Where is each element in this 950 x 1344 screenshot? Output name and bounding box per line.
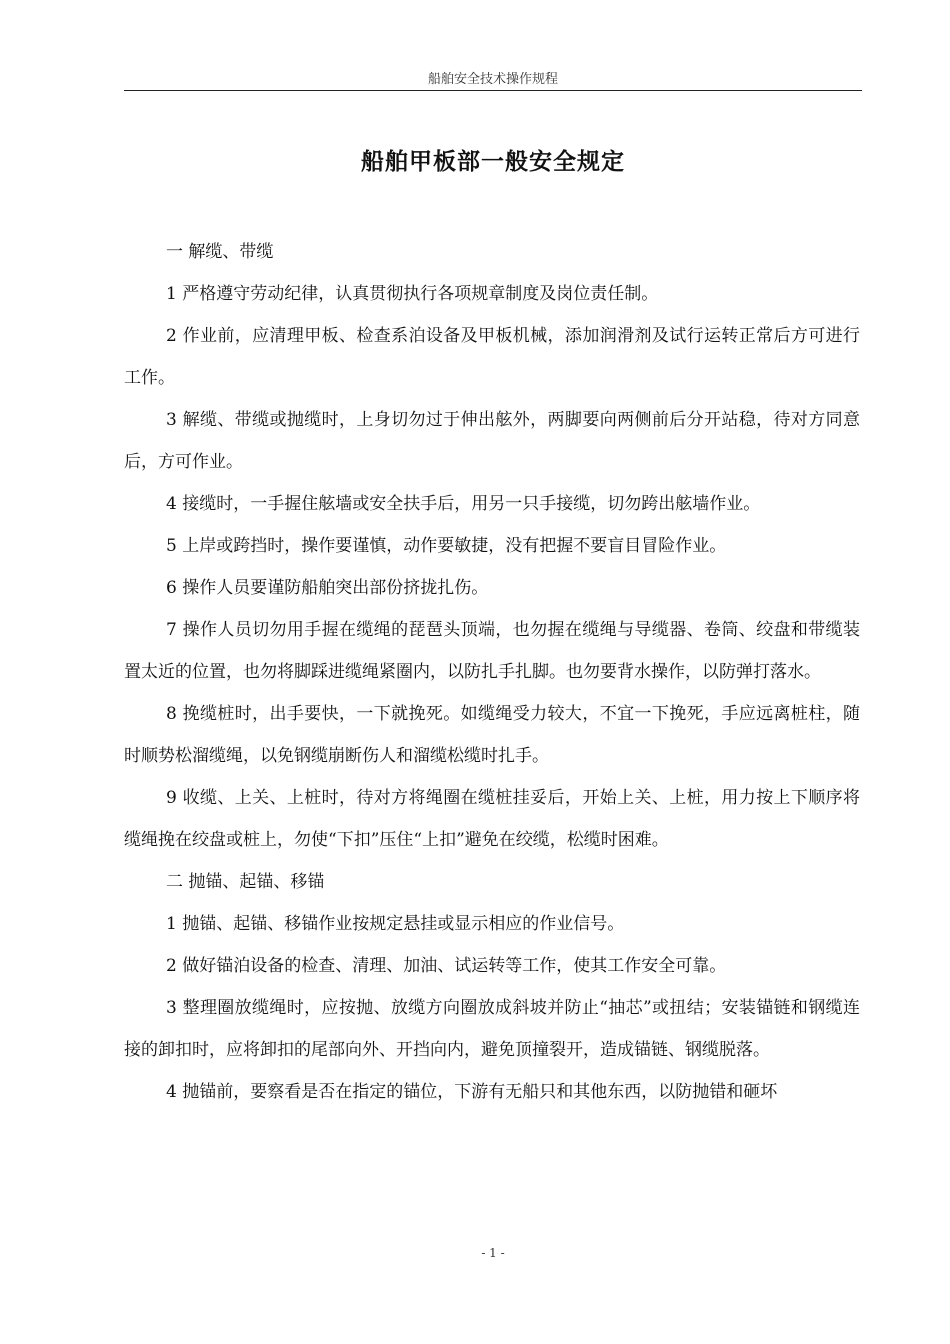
section-heading-mooring: 一 解缆、带缆 <box>166 242 274 262</box>
paragraph: 9 收缆、上关、上桩时，待对方将绳圈在缆桩挂妥后，开始上关、上桩，用力按上下顺序将缆绳挽在绞盘或桩上，勿使“下扣”压住“上扣”避免在绞缆，松缆时困难。 <box>124 788 860 850</box>
paragraph: 5 上岸或跨挡时，操作要谨慎，动作要敏捷，没有把握不要盲目冒险作业。 <box>166 536 727 556</box>
paragraph: 7 操作人员切勿用手握在缆绳的琵琶头顶端，也勿握在缆绳与导缆器、卷筒、绞盘和带缆装置太近的位置，也勿将脚踩进缆绳紧圈内，以防扎手扎脚。也勿要背水操作，以防弹打落水。 <box>124 620 860 682</box>
running-header: 船舶安全技术操作规程 <box>124 70 862 91</box>
paragraph: 6 操作人员要谨防船舶突出部份挤拢扎伤。 <box>166 578 489 598</box>
paragraph: 1 抛锚、起锚、移锚作业按规定悬挂或显示相应的作业信号。 <box>166 914 625 934</box>
page-number: - 1 - <box>481 1246 505 1260</box>
paragraph: 2 做好锚泊设备的检查、清理、加油、试运转等工作，使其工作安全可靠。 <box>166 956 727 976</box>
paragraph: 4 抛锚前，要察看是否在指定的锚位，下游有无船只和其他东西，以防抛错和砸坏 <box>166 1082 778 1102</box>
paragraph: 4 接缆时，一手握住舷墙或安全扶手后，用另一只手接缆，切勿跨出舷墙作业。 <box>166 494 761 514</box>
paragraph: 3 解缆、带缆或抛缆时，上身切勿过于伸出舷外，两脚要向两侧前后分开站稳，待对方同意后，方可作业。 <box>124 410 860 472</box>
paragraph: 8 挽缆桩时，出手要快，一下就挽死。如缆绳受力较大，不宜一下挽死，手应远离桩柱，随时顺势松溜缆绳，以免钢缆崩断伤人和溜缆松缆时扎手。 <box>124 704 860 766</box>
paragraph: 1 严格遵守劳动纪律，认真贯彻执行各项规章制度及岗位责任制。 <box>166 284 659 304</box>
document-title: 船舶甲板部一般安全规定 <box>361 148 625 175</box>
paragraph: 3 整理圈放缆绳时，应按抛、放缆方向圈放成斜坡并防止“抽芯”或扭结；安装锚链和钢缆连接的卸扣时，应将卸扣的尾部向外、开挡向内，避免顶撞裂开，造成锚链、钢缆脱落。 <box>124 998 860 1060</box>
section-heading-anchoring: 二 抛锚、起锚、移锚 <box>166 872 325 892</box>
paragraph: 2 作业前，应清理甲板、检查系泊设备及甲板机械，添加润滑剂及试行运转正常后方可进行工作。 <box>124 326 860 388</box>
document-body <box>124 231 860 1113</box>
